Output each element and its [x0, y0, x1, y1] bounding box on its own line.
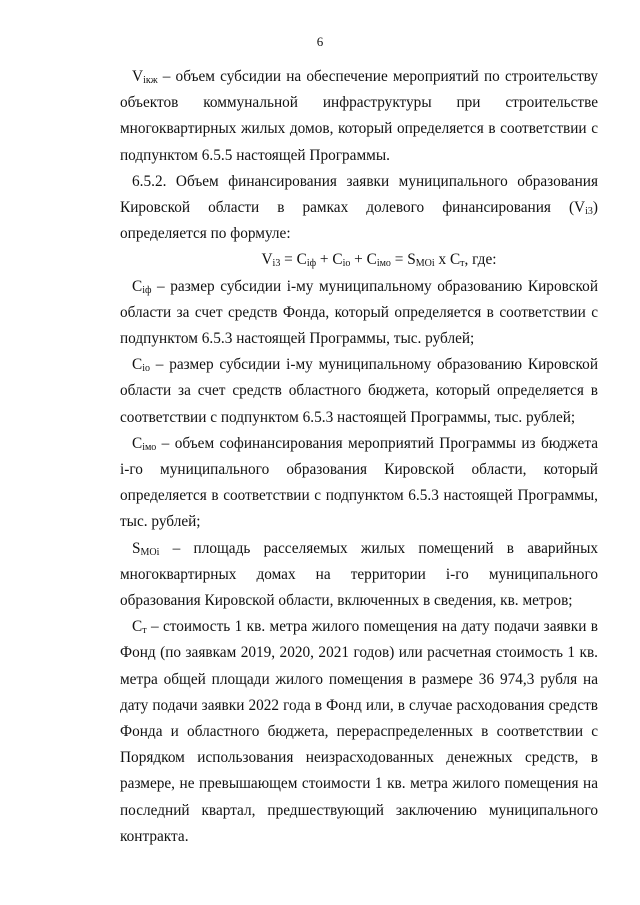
formula-part: + C	[350, 251, 377, 269]
paragraph-text: – объем субсидии на обеспечение мероприятий по строительству объектов коммунальной инфраструктуры при строительстве многоквартирных жилых домов, который определяется в соответствии с подпунктом 6.5.5 настоящей Программы.	[120, 68, 598, 164]
formula-part: , где:	[464, 251, 497, 269]
paragraph-6-5-2	[120, 169, 598, 248]
formula-subscript: МОі	[415, 258, 435, 270]
symbol: C	[132, 356, 143, 374]
paragraph-c-if	[120, 274, 598, 353]
formula-subscript: імо	[376, 258, 391, 270]
symbol-subscript: т	[142, 625, 147, 637]
formula-part: + C	[316, 251, 343, 269]
formula	[120, 247, 598, 273]
symbol-subscript: імо	[142, 441, 157, 453]
paragraph-text: 6.5.2. Объем финансирования заявки муниципального образования Кировской области в рамках долевого финансирования (V	[120, 172, 598, 217]
symbol-subscript: і3	[585, 206, 593, 218]
paragraph-c-t	[120, 614, 598, 850]
paragraph-text: – объем софинансирования мероприятий Программы из бюджета і-го муниципального образования Кировской области, который определяется в соответствии с подпунктом 6.5.3 настоящей Программы, тыс. рублей;	[120, 434, 598, 531]
paragraph-s-moi	[120, 536, 598, 615]
formula-subscript: т	[460, 258, 465, 270]
symbol: V	[132, 68, 144, 85]
symbol: C	[132, 277, 143, 295]
formula-subscript: іо	[342, 258, 351, 270]
paragraph-c-io	[120, 352, 598, 431]
paragraph-text: – площадь расселяемых жилых помещений в аварийных многоквартирных домах на территории і-го муниципального образования Кировской области, включенных в сведения, кв. метров;	[120, 539, 598, 610]
symbol-subscript: ікж	[143, 75, 158, 86]
page-number: 6	[316, 34, 324, 49]
paragraph-v-ikzh	[120, 64, 598, 169]
symbol: C	[132, 618, 143, 636]
paragraph-text: – размер субсидии і-му муниципальному образованию Кировской области за счет средств Фонда, который определяется в соответствии с подпунктом 6.5.3 настоящей Программы, тыс. рублей;	[120, 277, 598, 348]
formula-part: = C	[280, 251, 307, 269]
symbol-subscript: іф	[142, 284, 152, 296]
formula-part: V	[261, 251, 273, 269]
formula-part: x C	[434, 251, 461, 269]
symbol-subscript: МОі	[140, 546, 160, 558]
symbol: S	[132, 539, 141, 557]
formula-subscript: іф	[306, 258, 317, 270]
symbol-subscript: іо	[142, 363, 150, 375]
document-body	[120, 64, 598, 850]
paragraph-text: – стоимость 1 кв. метра жилого помещения на дату подачи заявки в Фонд (по заявкам 2019, 2020, 2021 годов) или расчетная стоимость 1 кв. метра общей площади жилого помещения в размере 36 974,3 рубля на дату подачи заявки 2022 года в Фонд или, в случае расходования средств Фонда и областного бюджета, перераспределенных в соответствии с Порядком использования неизрасходованных денежных средств, в размере, не превышающем стоимости 1 кв. метра жилого помещения на последний квартал, предшествующий заключению муниципального контракта.	[120, 618, 598, 845]
formula-subscript: і3	[272, 258, 281, 270]
paragraph-text: – размер субсидии і-му муниципальному образованию Кировской области за счет средств областного бюджета, который определяется в соответствии с подпунктом 6.5.3 настоящей Программы, тыс. рублей;	[120, 356, 598, 426]
paragraph-c-imo	[120, 431, 598, 536]
paragraph-text-tail: ) определяется по формуле:	[120, 199, 598, 243]
symbol: C	[132, 434, 143, 452]
formula-part: = S	[390, 251, 416, 269]
